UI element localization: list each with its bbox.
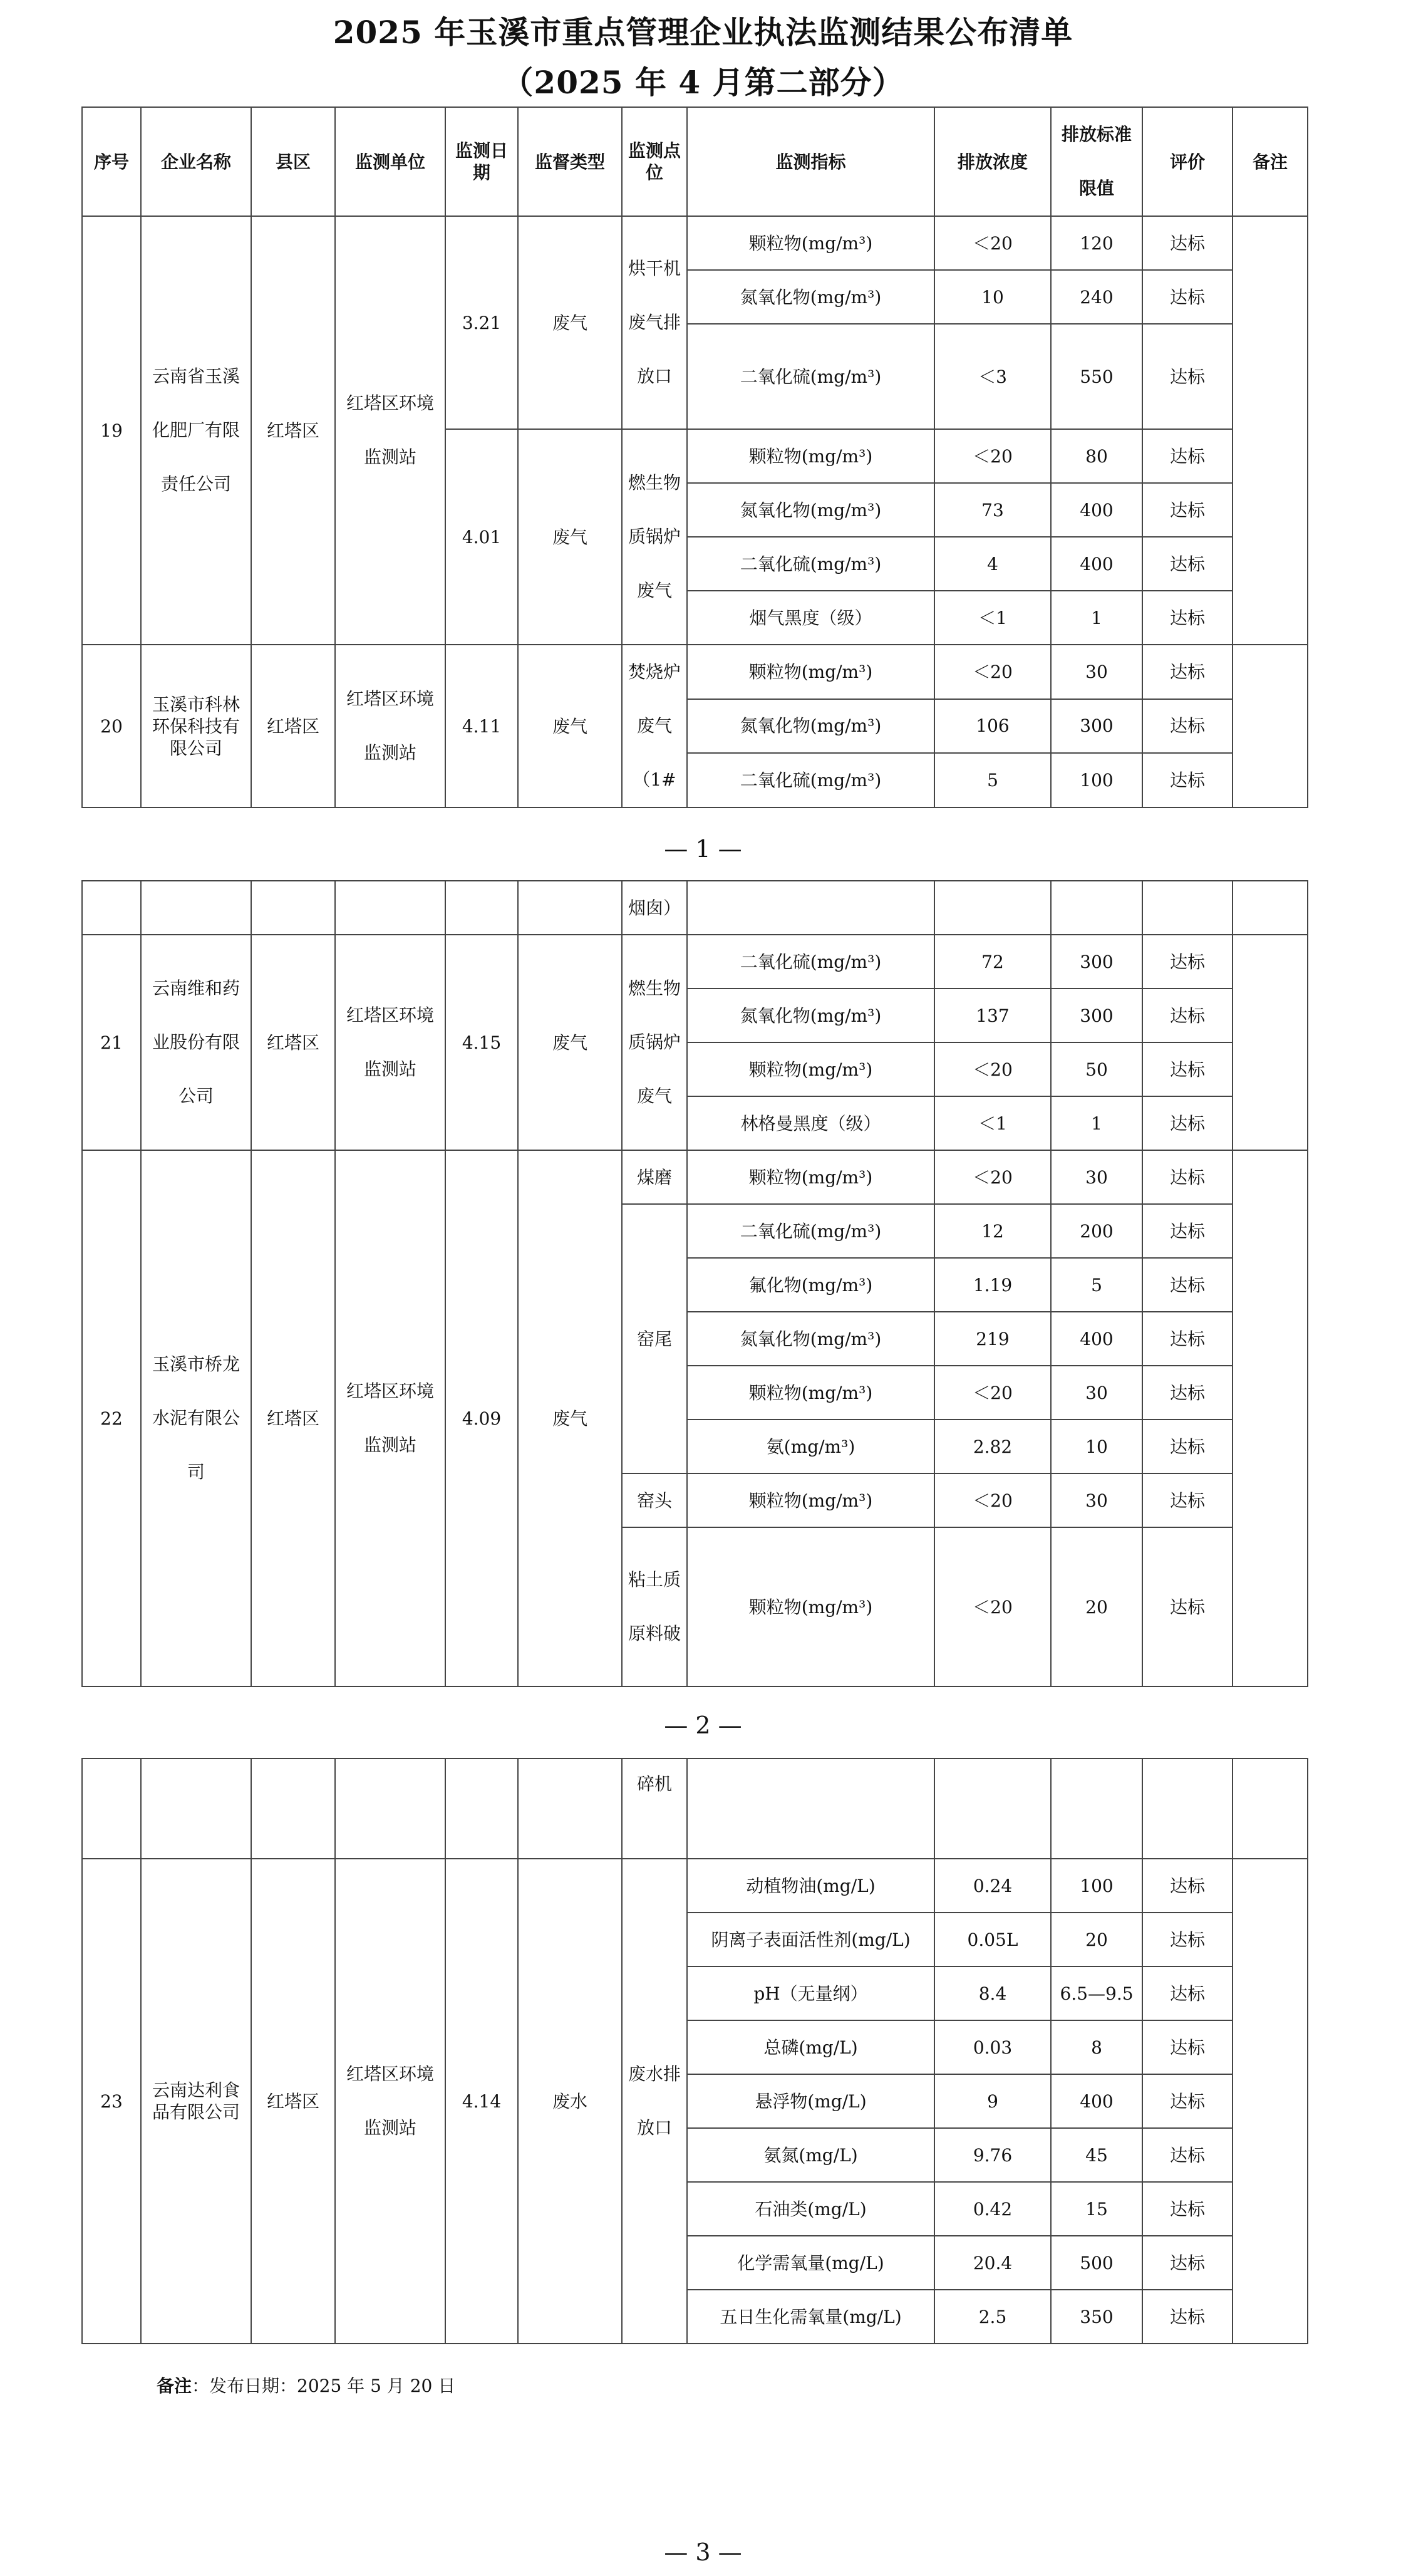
limit-cell: 300 xyxy=(1051,699,1142,754)
indicator-cell: 五日生化需氧量(mg/L) xyxy=(687,2290,934,2344)
conc-cell: ＜1 xyxy=(934,1096,1051,1150)
header-date: 监测日期 xyxy=(445,107,518,216)
table-row xyxy=(82,1758,1308,1859)
conc-cell: 1.19 xyxy=(934,1258,1051,1312)
limit-cell: 300 xyxy=(1051,989,1142,1042)
results-table-page-2 xyxy=(81,880,1308,1687)
limit-cell: 300 xyxy=(1051,935,1142,989)
type-cell: 废气 xyxy=(518,1150,622,1686)
header-type: 监督类型 xyxy=(518,107,622,216)
limit-cell: 400 xyxy=(1051,2074,1142,2128)
remark-cell xyxy=(1233,935,1308,1150)
conc-cell: 2.5 xyxy=(934,2290,1051,2344)
point-cell: 窑头 xyxy=(622,1473,687,1527)
type-cell: 废气 xyxy=(518,216,622,429)
conc-cell: 10 xyxy=(934,270,1051,324)
conc-cell: ＜20 xyxy=(934,645,1051,699)
page-title: 2025 年玉溪市重点管理企业执法监测结果公布清单 xyxy=(333,14,1073,51)
eval-cell: 达标 xyxy=(1142,2236,1233,2290)
remark-cell xyxy=(1233,1859,1308,2344)
conc-cell: 4 xyxy=(934,537,1051,591)
indicator-cell: 总磷(mg/L) xyxy=(687,2020,934,2074)
eval-cell: 达标 xyxy=(1142,1913,1233,1966)
limit-cell: 80 xyxy=(1051,429,1142,483)
point-cell: 煤磨 xyxy=(622,1150,687,1204)
eval-cell: 达标 xyxy=(1142,1527,1233,1686)
point-cell: 窑尾 xyxy=(622,1204,687,1473)
seq-cell: 21 xyxy=(82,935,141,1150)
results-table-page-1 xyxy=(81,106,1308,808)
unit-cell: 红塔区环境监测站 xyxy=(335,935,445,1150)
indicator-cell: 二氧化硫(mg/m³) xyxy=(687,935,934,989)
limit-cell: 30 xyxy=(1051,645,1142,699)
conc-cell: 0.42 xyxy=(934,2182,1051,2236)
indicator-cell: 二氧化硫(mg/m³) xyxy=(687,324,934,429)
conc-cell: 0.24 xyxy=(934,1859,1051,1913)
results-table-page-3 xyxy=(81,1758,1308,2344)
eval-cell: 达标 xyxy=(1142,537,1233,591)
limit-cell: 8 xyxy=(1051,2020,1142,2074)
county-cell: 红塔区 xyxy=(251,935,335,1150)
limit-cell: 120 xyxy=(1051,216,1142,270)
page-subtitle: （2025 年 4 月第二部分） xyxy=(502,64,904,101)
eval-cell: 达标 xyxy=(1142,1096,1233,1150)
point-cell: 粘土质原料破 xyxy=(622,1527,687,1686)
seq-cell: 19 xyxy=(82,216,141,645)
limit-cell: 10 xyxy=(1051,1420,1142,1473)
conc-cell: 9.76 xyxy=(934,2128,1051,2182)
conc-cell: ＜20 xyxy=(934,1150,1051,1204)
eval-cell: 达标 xyxy=(1142,1150,1233,1204)
eval-cell: 达标 xyxy=(1142,270,1233,324)
limit-cell: 20 xyxy=(1051,1527,1142,1686)
limit-cell: 5 xyxy=(1051,1258,1142,1312)
header-conc: 排放浓度 xyxy=(934,107,1051,216)
conc-cell: ＜3 xyxy=(934,324,1051,429)
limit-cell: 1 xyxy=(1051,591,1142,645)
limit-cell: 1 xyxy=(1051,1096,1142,1150)
indicator-cell: 阴离子表面活性剂(mg/L) xyxy=(687,1913,934,1966)
indicator-cell: 颗粒物(mg/m³) xyxy=(687,1473,934,1527)
conc-cell: 20.4 xyxy=(934,2236,1051,2290)
conc-cell: 2.82 xyxy=(934,1420,1051,1473)
remark-cell xyxy=(1233,216,1308,645)
eval-cell: 达标 xyxy=(1142,1966,1233,2020)
eval-cell: 达标 xyxy=(1142,1366,1233,1420)
indicator-cell: 颗粒物(mg/m³) xyxy=(687,1527,934,1686)
page-number: — 2 — xyxy=(664,1711,742,1739)
eval-cell: 达标 xyxy=(1142,1204,1233,1258)
indicator-cell: 二氧化硫(mg/m³) xyxy=(687,1204,934,1258)
date-cell: 4.14 xyxy=(445,1859,518,2344)
page-number: — 3 — xyxy=(664,2538,742,2566)
eval-cell: 达标 xyxy=(1142,216,1233,270)
table-row xyxy=(82,1859,1308,1913)
eval-cell: 达标 xyxy=(1142,2128,1233,2182)
indicator-cell: 林格曼黑度（级） xyxy=(687,1096,934,1150)
company-cell: 云南达利食品有限公司 xyxy=(141,1859,251,2344)
limit-cell: 15 xyxy=(1051,2182,1142,2236)
unit-cell: 红塔区环境监测站 xyxy=(335,645,445,808)
conc-cell: 9 xyxy=(934,2074,1051,2128)
eval-cell: 达标 xyxy=(1142,2020,1233,2074)
header-seq: 序号 xyxy=(82,107,141,216)
indicator-cell: 烟气黑度（级） xyxy=(687,591,934,645)
limit-cell: 20 xyxy=(1051,1913,1142,1966)
unit-cell: 红塔区环境监测站 xyxy=(335,216,445,645)
conc-cell: ＜20 xyxy=(934,216,1051,270)
page-number: — 1 — xyxy=(664,835,742,863)
indicator-cell: 氮氧化物(mg/m³) xyxy=(687,483,934,537)
indicator-cell: 氮氧化物(mg/m³) xyxy=(687,1312,934,1366)
limit-cell: 400 xyxy=(1051,1312,1142,1366)
conc-cell: 72 xyxy=(934,935,1051,989)
header-row xyxy=(82,107,1308,216)
note-text: ：发布日期：2025 年 5 月 20 日 xyxy=(192,2376,456,2396)
conc-cell: ＜20 xyxy=(934,1366,1051,1420)
limit-cell: 100 xyxy=(1051,1859,1142,1913)
conc-cell: 137 xyxy=(934,989,1051,1042)
conc-cell: 5 xyxy=(934,753,1051,808)
point-cell: 烟囱） xyxy=(622,881,687,935)
indicator-cell: 二氧化硫(mg/m³) xyxy=(687,753,934,808)
indicator-cell: pH（无量纲） xyxy=(687,1966,934,2020)
point-cell: 燃生物质锅炉废气 xyxy=(622,935,687,1150)
eval-cell: 达标 xyxy=(1142,989,1233,1042)
county-cell: 红塔区 xyxy=(251,1150,335,1686)
limit-cell: 30 xyxy=(1051,1473,1142,1527)
eval-cell: 达标 xyxy=(1142,2182,1233,2236)
date-cell: 4.01 xyxy=(445,429,518,645)
limit-cell: 500 xyxy=(1051,2236,1142,2290)
seq-cell: 22 xyxy=(82,1150,141,1686)
note-label: 备注 xyxy=(157,2376,192,2396)
conc-cell: 0.05L xyxy=(934,1913,1051,1966)
point-cell: 燃生物质锅炉废气 xyxy=(622,429,687,645)
header-remark: 备注 xyxy=(1233,107,1308,216)
conc-cell: 73 xyxy=(934,483,1051,537)
eval-cell: 达标 xyxy=(1142,2290,1233,2344)
release-note xyxy=(157,2372,455,2397)
table-row xyxy=(82,645,1308,699)
unit-cell: 红塔区环境监测站 xyxy=(335,1859,445,2344)
limit-cell: 30 xyxy=(1051,1150,1142,1204)
eval-cell: 达标 xyxy=(1142,429,1233,483)
conc-cell: ＜20 xyxy=(934,429,1051,483)
eval-cell: 达标 xyxy=(1142,935,1233,989)
company-cell: 玉溪市科林环保科技有限公司 xyxy=(141,645,251,808)
indicator-cell: 颗粒物(mg/m³) xyxy=(687,645,934,699)
header-limit: 排放标准限值 xyxy=(1051,107,1142,216)
table-row xyxy=(82,1150,1308,1204)
eval-cell: 达标 xyxy=(1142,1312,1233,1366)
indicator-cell: 颗粒物(mg/m³) xyxy=(687,216,934,270)
date-cell: 4.09 xyxy=(445,1150,518,1686)
table-row xyxy=(82,216,1308,270)
header-unit: 监测单位 xyxy=(335,107,445,216)
conc-cell: ＜20 xyxy=(934,1042,1051,1096)
type-cell: 废气 xyxy=(518,645,622,808)
company-cell: 云南维和药业股份有限公司 xyxy=(141,935,251,1150)
conc-cell: ＜1 xyxy=(934,591,1051,645)
limit-cell: 30 xyxy=(1051,1366,1142,1420)
indicator-cell: 悬浮物(mg/L) xyxy=(687,2074,934,2128)
eval-cell: 达标 xyxy=(1142,1258,1233,1312)
indicator-cell: 颗粒物(mg/m³) xyxy=(687,1042,934,1096)
limit-cell: 350 xyxy=(1051,2290,1142,2344)
indicator-cell: 颗粒物(mg/m³) xyxy=(687,1150,934,1204)
indicator-cell: 颗粒物(mg/m³) xyxy=(687,429,934,483)
eval-cell: 达标 xyxy=(1142,699,1233,754)
company-cell: 玉溪市桥龙水泥有限公司 xyxy=(141,1150,251,1686)
seq-cell: 23 xyxy=(82,1859,141,2344)
table-row xyxy=(82,935,1308,989)
indicator-cell: 氨氮(mg/L) xyxy=(687,2128,934,2182)
limit-cell: 550 xyxy=(1051,324,1142,429)
table-row xyxy=(82,881,1308,935)
header-eval: 评价 xyxy=(1142,107,1233,216)
indicator-cell: 氮氧化物(mg/m³) xyxy=(687,699,934,754)
limit-cell: 240 xyxy=(1051,270,1142,324)
point-cell: 烘干机废气排放口 xyxy=(622,216,687,429)
eval-cell: 达标 xyxy=(1142,483,1233,537)
limit-cell: 400 xyxy=(1051,483,1142,537)
point-cell: 碎机 xyxy=(622,1758,687,1859)
conc-cell: 219 xyxy=(934,1312,1051,1366)
eval-cell: 达标 xyxy=(1142,753,1233,808)
company-cell: 云南省玉溪化肥厂有限责任公司 xyxy=(141,216,251,645)
conc-cell: ＜20 xyxy=(934,1527,1051,1686)
indicator-cell: 氟化物(mg/m³) xyxy=(687,1258,934,1312)
header-county: 县区 xyxy=(251,107,335,216)
remark-cell xyxy=(1233,1150,1308,1686)
limit-cell: 100 xyxy=(1051,753,1142,808)
eval-cell: 达标 xyxy=(1142,645,1233,699)
type-cell: 废水 xyxy=(518,1859,622,2344)
date-cell: 4.11 xyxy=(445,645,518,808)
unit-cell: 红塔区环境监测站 xyxy=(335,1150,445,1686)
point-cell: 焚烧炉废气（1# xyxy=(622,645,687,808)
limit-cell: 50 xyxy=(1051,1042,1142,1096)
header-indicator: 监测指标 xyxy=(687,107,934,216)
eval-cell: 达标 xyxy=(1142,1420,1233,1473)
indicator-cell: 石油类(mg/L) xyxy=(687,2182,934,2236)
point-cell: 废水排放口 xyxy=(622,1859,687,2344)
eval-cell: 达标 xyxy=(1142,1859,1233,1913)
conc-cell: 0.03 xyxy=(934,2020,1051,2074)
indicator-cell: 颗粒物(mg/m³) xyxy=(687,1366,934,1420)
conc-cell: 8.4 xyxy=(934,1966,1051,2020)
header-point: 监测点位 xyxy=(622,107,687,216)
date-cell: 3.21 xyxy=(445,216,518,429)
indicator-cell: 氮氧化物(mg/m³) xyxy=(687,989,934,1042)
indicator-cell: 氨(mg/m³) xyxy=(687,1420,934,1473)
conc-cell: ＜20 xyxy=(934,1473,1051,1527)
seq-cell: 20 xyxy=(82,645,141,808)
eval-cell: 达标 xyxy=(1142,2074,1233,2128)
conc-cell: 106 xyxy=(934,699,1051,754)
type-cell: 废气 xyxy=(518,935,622,1150)
eval-cell: 达标 xyxy=(1142,591,1233,645)
indicator-cell: 化学需氧量(mg/L) xyxy=(687,2236,934,2290)
limit-cell: 45 xyxy=(1051,2128,1142,2182)
date-cell: 4.15 xyxy=(445,935,518,1150)
indicator-cell: 动植物油(mg/L) xyxy=(687,1859,934,1913)
eval-cell: 达标 xyxy=(1142,324,1233,429)
limit-cell: 6.5—9.5 xyxy=(1051,1966,1142,2020)
limit-cell: 200 xyxy=(1051,1204,1142,1258)
indicator-cell: 氮氧化物(mg/m³) xyxy=(687,270,934,324)
type-cell: 废气 xyxy=(518,429,622,645)
header-company: 企业名称 xyxy=(141,107,251,216)
limit-cell: 400 xyxy=(1051,537,1142,591)
eval-cell: 达标 xyxy=(1142,1042,1233,1096)
remark-cell xyxy=(1233,645,1308,808)
county-cell: 红塔区 xyxy=(251,1859,335,2344)
eval-cell: 达标 xyxy=(1142,1473,1233,1527)
county-cell: 红塔区 xyxy=(251,216,335,645)
county-cell: 红塔区 xyxy=(251,645,335,808)
conc-cell: 12 xyxy=(934,1204,1051,1258)
indicator-cell: 二氧化硫(mg/m³) xyxy=(687,537,934,591)
